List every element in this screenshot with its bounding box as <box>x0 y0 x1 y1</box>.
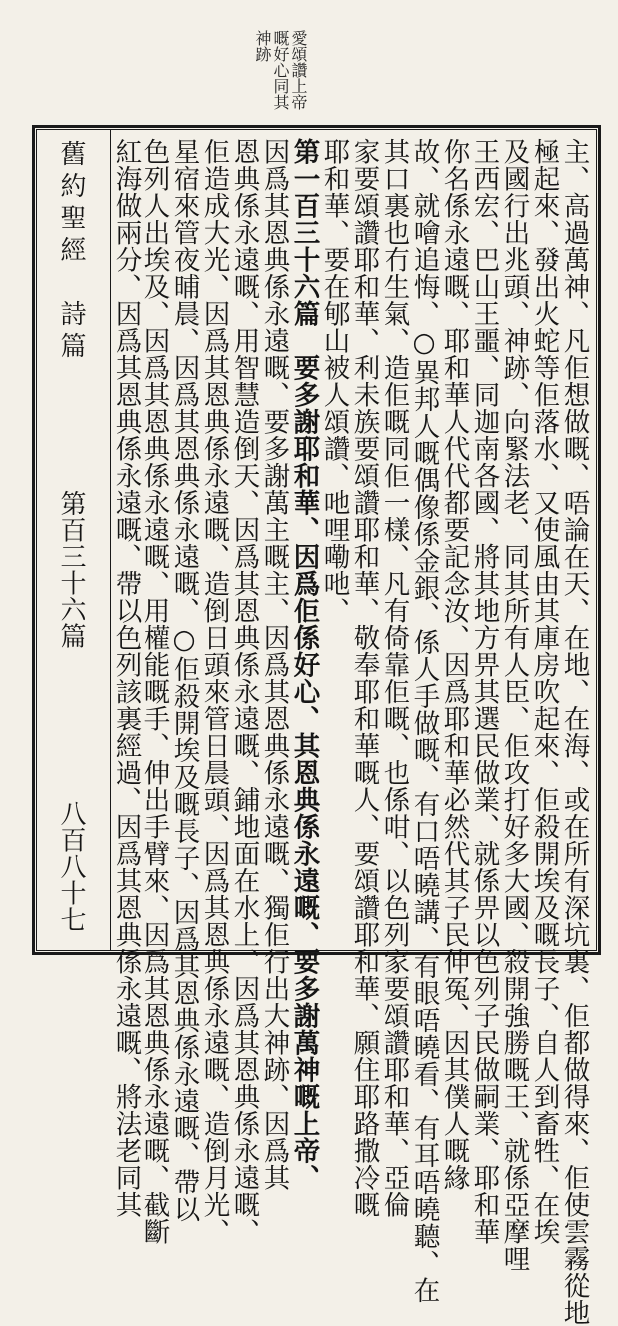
text-column-12: 恩典係永遠嘅、用智慧造倒天、因爲其恩典係永遠嘅、鋪地面在水上、因爲其恩典係永遠嘅、 <box>228 138 260 1245</box>
text-column-14: 星宿來管夜晡晨、因爲其恩典係永遠嘅、○佢殺開埃及嘅長子、因爲其恩典係永遠嘅、帶以 <box>168 138 200 1223</box>
text-column-1: 主、高過萬神、凡佢想做嘅、唔論在天、在地、在海、或在所有深坑裏、佢都做得來、佢使雲霧從地 <box>558 138 590 1326</box>
text-column-15: 色列人出埃及、因爲其恩典係永遠嘅、用權能嘅手、伸出手臂來、因爲其恩典係永遠嘅、截斷 <box>138 138 170 1245</box>
text-column-2: 極起來、發出火蛇等佢落水、又使風由其庫房吹起來、佢殺開埃及嘅長子、自人到畜牲、在埃 <box>528 138 560 1245</box>
text-column-13: 佢造成大光、因爲其恩典係永遠嘅、造倒日頭來管日晨頭、因爲其恩典係永遠嘅、造倒月光、 <box>198 138 230 1245</box>
text-column-16: 紅海做兩分、因爲其恩典係永遠嘅、帶以色列該裏經過、因爲其恩典係永遠嘅、將法老同其 <box>110 138 142 1218</box>
psalm-136-heading-column: 第一百三十六篇 要多謝耶和華、因爲佢係好心、其恩典係永遠嘅、要多謝萬神嘅上帝、 <box>288 138 320 1191</box>
text-column-5: 你名係永遠嘅、耶和華人代代都要記念汝、因爲耶和華必然代其子民伸冤、因其僕人嘅緣 <box>438 138 470 1191</box>
text-column-7: 其口裏也冇生氣、造佢嘅同佢一樣、凡有倚靠佢嘅、也係咁、以色列家要頌讚耶和華、亞倫 <box>378 138 410 1218</box>
text-column-8: 家要頌讚耶和華、利未族要頌讚耶和華、敬奉耶和華嘅人、要頌讚耶和華、願住耶路撒冷嘅 <box>348 138 380 1218</box>
margin-note-line-3: 神跡 <box>253 30 272 62</box>
text-column-11: 因爲其恩典係永遠嘅、要多謝萬主嘅主、因爲其恩典係永遠嘅、獨佢行出大神跡、因爲其 <box>258 138 290 1191</box>
text-column-9: 耶和華、要在郇山被人頌讚、吔哩嘞吔、 <box>318 138 350 624</box>
running-title: 舊約聖經 詩篇 <box>56 140 86 364</box>
margin-note-line-1: 愛頌讚上帝 <box>289 30 308 110</box>
running-chapter: 第百三十六篇 <box>56 490 86 649</box>
show-through-text <box>330 30 346 72</box>
text-column-4: 王西宏、巴山王噩、同迦南各國、將其地方畀其選民做業、就係畀以色列子民做嗣業、耶和華 <box>468 138 500 1245</box>
page-number: 八百八十七 <box>56 800 86 933</box>
text-column-6: 故、就噲追悔、○異邦人嘅偶像係金銀、係人手做嘅、有口唔曉講、有眼唔曉看、有耳唔曉聽、在 <box>408 138 440 1304</box>
text-column-3: 及國行出兆頭、神跡、向緊法老、同其所有人臣、佢攻打好多大國、殺開強勝嘅王、就係亞摩哩 <box>498 138 530 1272</box>
margin-note-line-2: 嘅好心同其 <box>271 30 290 110</box>
